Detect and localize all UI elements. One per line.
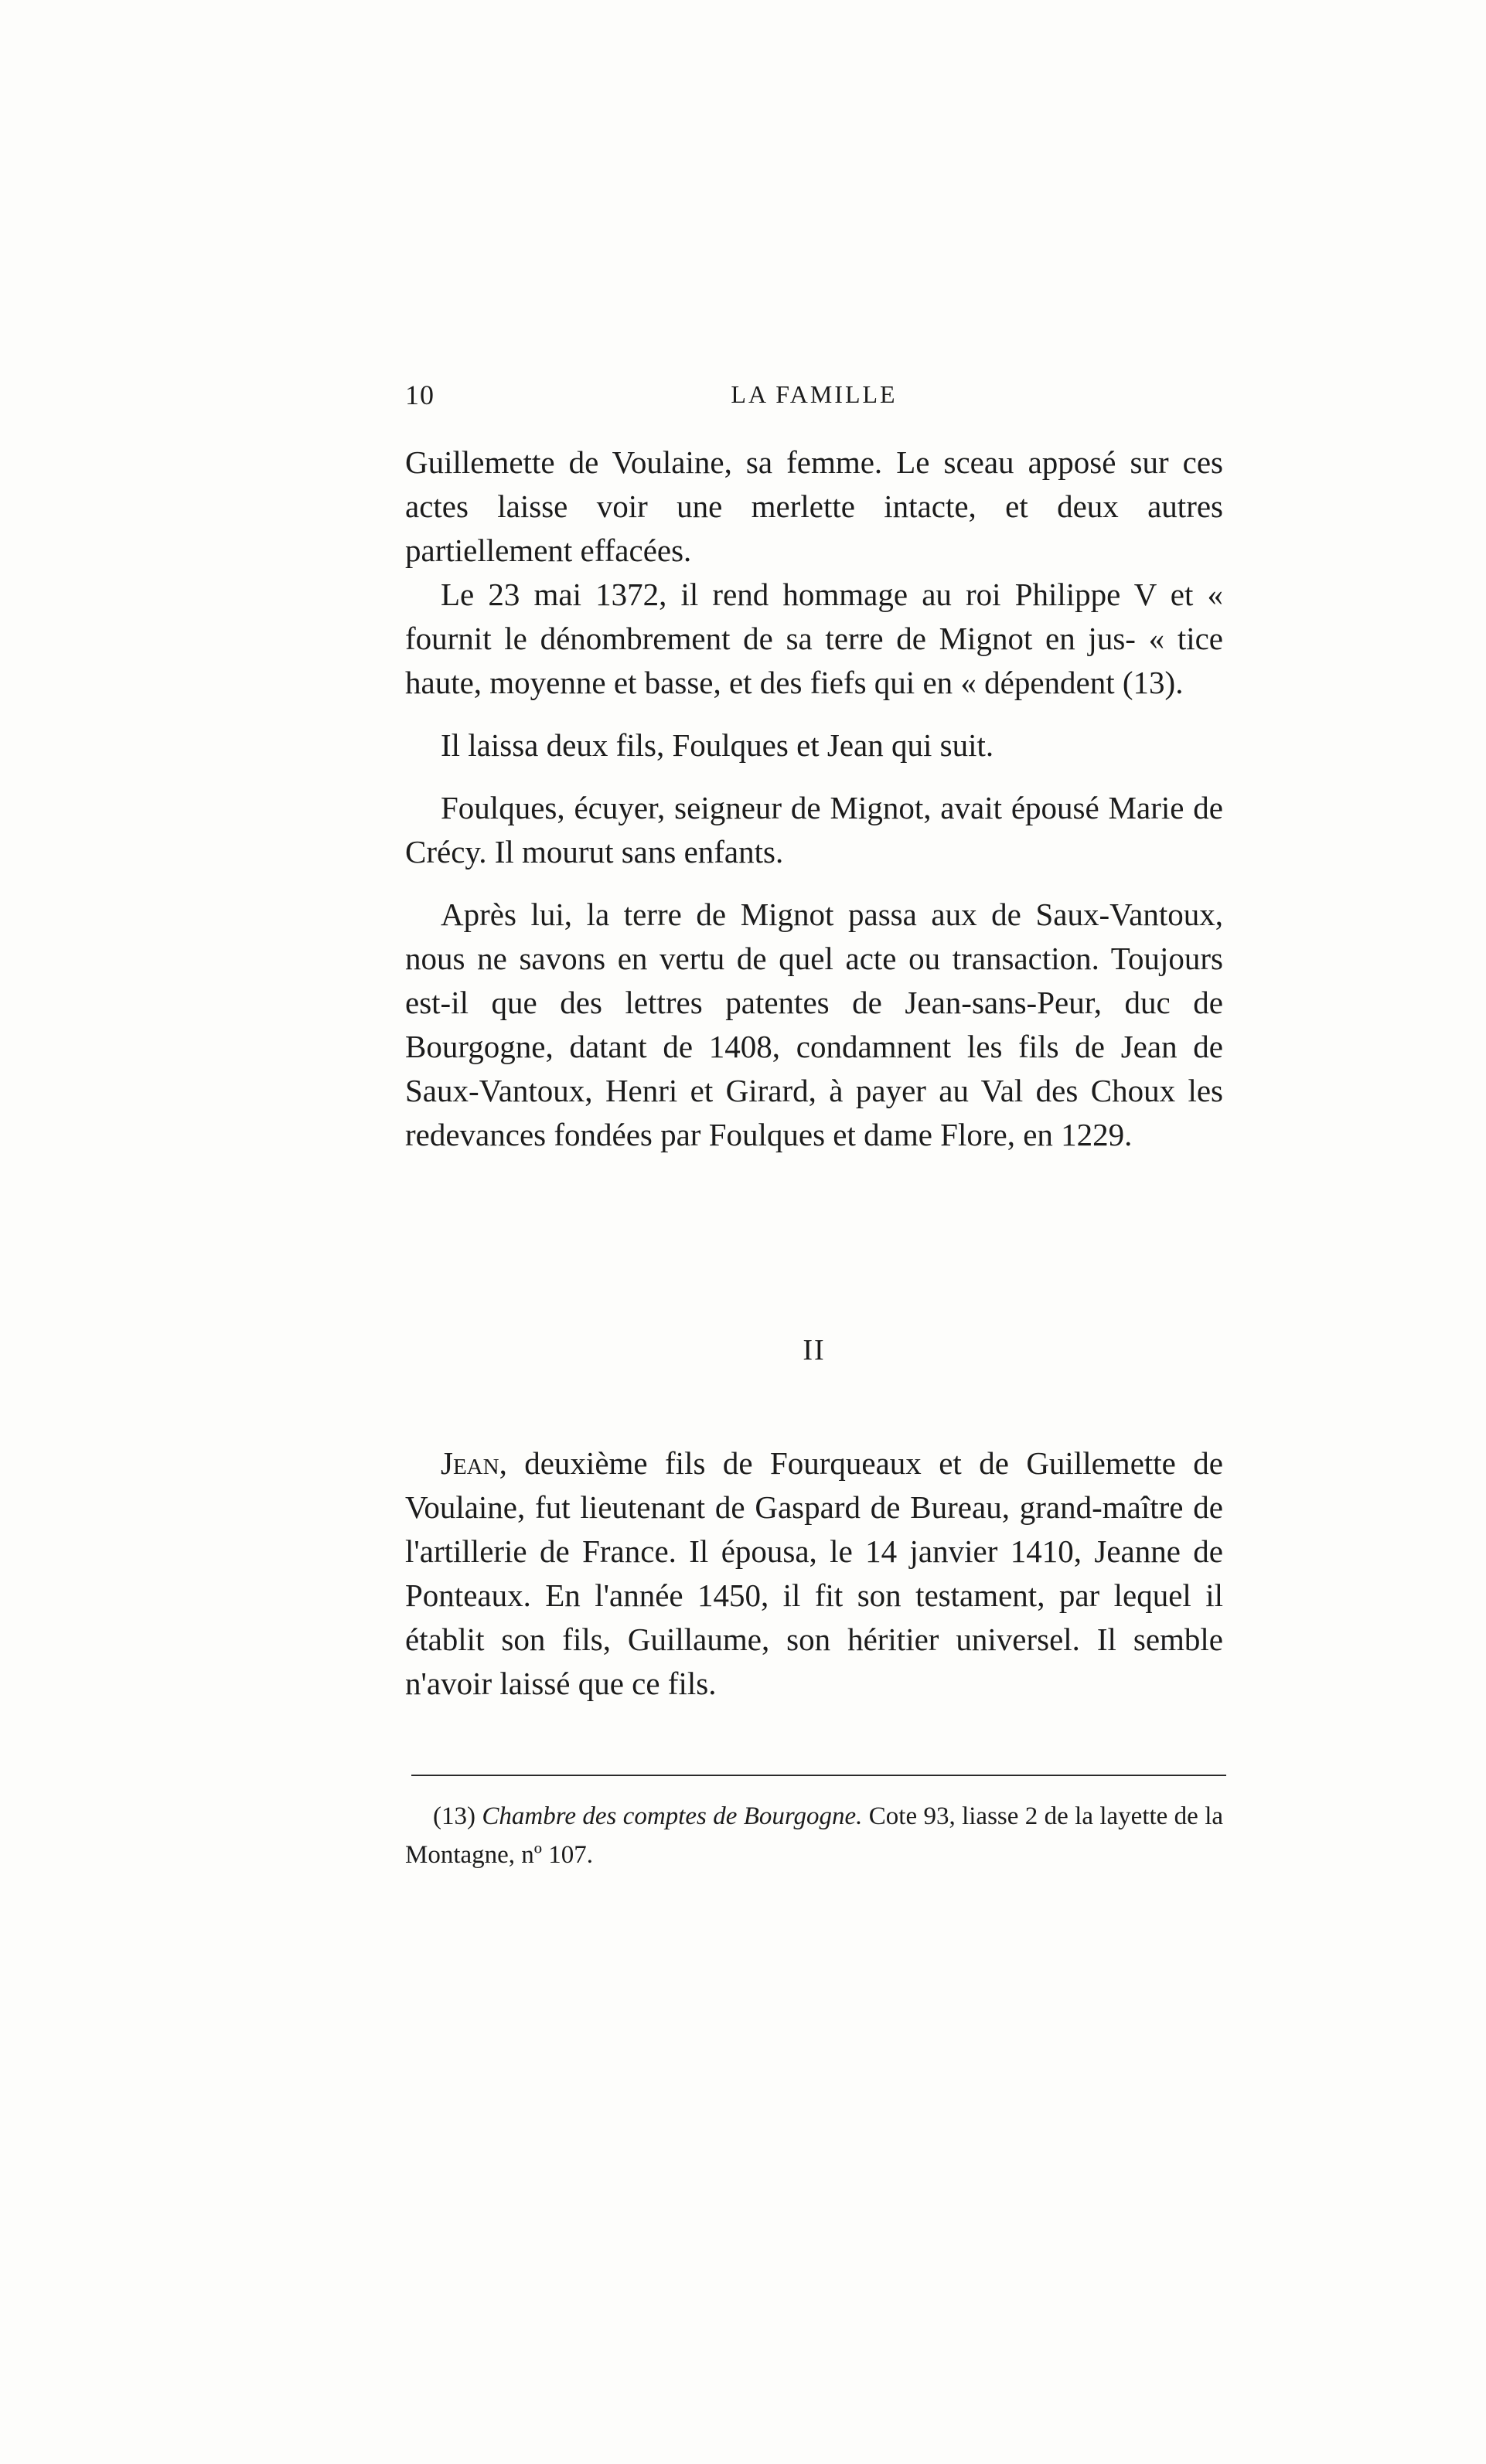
footnote-text: Cote 93, liasse 2 de la layette de la Montagne, nº 107. bbox=[405, 1802, 1224, 1869]
paragraph-1: Guillemette de Voulaine, sa femme. Le sceau apposé sur ces actes laisse voir une merlette intacte, et deux autres partiellement effacées. bbox=[405, 444, 1223, 568]
paragraph-5: Après lui, la terre de Mignot passa aux de Saux-Vantoux, nous ne savons en vertu de quel acte ou transaction. Toujours est-il que des lettres patentes de Jean-sans-Peur, duc de Bourgogne, datant de 1408, condamnent les fils de Jean de Saux-Vantoux, Henri et Girard, à payer au Val des Choux les redevances fondées par Foulques et dame Flore, en 1229. bbox=[405, 897, 1223, 1152]
footnote-marker: (13) bbox=[433, 1802, 475, 1830]
paragraph-2: Le 23 mai 1372, il rend hommage au roi Philippe V et « fournit le dénombrement de sa terre de Mignot en jus- « tice haute, moyenne et basse, et des fiefs qui en « dépendent (13). bbox=[405, 577, 1223, 700]
body-text bbox=[405, 441, 1223, 1157]
section-text bbox=[405, 1441, 1223, 1706]
footnote-divider bbox=[411, 1775, 1226, 1776]
paragraph-3: Il laissa deux fils, Foulques et Jean qui suit. bbox=[441, 727, 994, 763]
running-title: LA FAMILLE bbox=[731, 380, 898, 408]
paragraph-4: Foulques, écuyer, seigneur de Mignot, avait épousé Marie de Crécy. Il mourut sans enfants. bbox=[405, 790, 1223, 870]
section-paragraph bbox=[405, 1441, 1223, 1706]
section-heading: II bbox=[803, 1334, 826, 1366]
section-paragraph-body: , deuxième fils de Fourqueaux et de Guillemette de Voulaine, fut lieutenant de Gaspard de Bureau, grand-maître de l'artillerie de France. Il épousa, le 14 janvier 1410, Jeanne de Ponteaux. En l'année 1450, il fit son testament, par lequel il établit son fils, Guillaume, son héritier universel. Il semble n'avoir laissé que ce fils. bbox=[405, 1445, 1223, 1701]
footnote bbox=[405, 1797, 1223, 1874]
section-lead-word: Jean bbox=[441, 1445, 499, 1481]
running-header bbox=[405, 379, 1223, 417]
footnote-paragraph bbox=[405, 1797, 1223, 1874]
footnote-source-title: Chambre des comptes de Bourgogne. bbox=[482, 1802, 863, 1830]
page-number: 10 bbox=[405, 379, 435, 410]
